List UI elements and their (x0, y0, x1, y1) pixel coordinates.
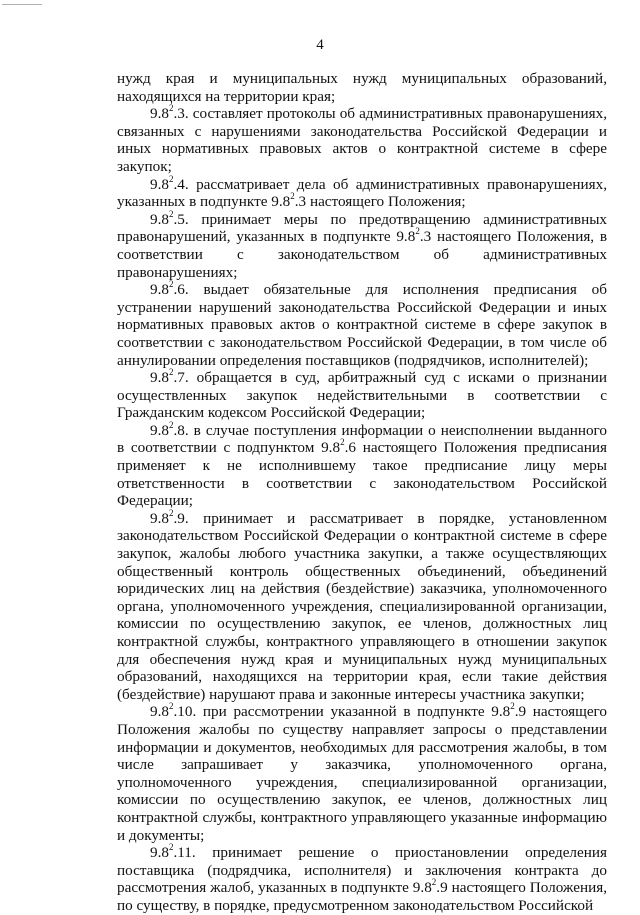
superscript: 2 (168, 367, 174, 378)
text-run: .11. принимает решение о приостановлении определения поставщика (подрядчика, исполнителя) и заключения контракта до рассмотрения жалоб, указанных в подпункте 9.8 (117, 844, 607, 897)
text-run: 9.8 (150, 703, 169, 721)
text-run: .3. составляет протоколы об административных правонарушениях, связанных с нарушениями законодательства Российской Федерации и иных нормативных правовых актов о контрактной системе в сфере закупок; (117, 105, 607, 175)
text-run: .6 настоящего Положения предписания применяет к не исполнившему такое предписание лицу меры ответственности в соответствии с законодательством Российской Федерации; (117, 439, 607, 510)
text-run: .9 настоящего Положения жалобы по существу направляет запросы о представлении информации и документов, необходимых для рассмотрения жалобы, в том числе запрашивает у заказчика, уполномоченного органа, уполномоченного учреждения, специализированной организации, комиссии по осуществлению закупок, ее членов, должностных лиц контрактной службы, контрактного управляющего указанные информацию и документы; (117, 703, 608, 844)
superscript: 2 (168, 842, 174, 853)
paragraph (117, 281, 607, 369)
text-run: 9.8 (150, 369, 169, 387)
text-run: .3 настоящего Положения, в соответствии с законодательством об административных правонарушениях; (117, 228, 607, 281)
paragraph (117, 419, 607, 510)
paragraph (117, 369, 607, 422)
text-run: .4. рассматривает дела об административных правонарушениях, указанных в подпункте 9.8 (117, 175, 607, 211)
superscript: 2 (168, 507, 174, 518)
superscript: 2 (340, 437, 345, 448)
superscript: 2 (168, 173, 174, 184)
text-run: .3 настоящего Положения; (294, 193, 466, 211)
text-run: нужд края и муниципальных нужд муниципальных образований, находящихся на территории края; (117, 70, 607, 105)
text-run: 9.8 (150, 175, 169, 193)
text-run: .9. принимает и рассматривает в порядке, установленном законодательством Российской Федерации о контрактной системе в сфере закупок, жалобы любого участника закупки, а также осуществляющих общественный контроль общественных объединений, объединений юридических лиц на действия (бездействие) заказчика, уполномоченного органа, уполномоченного учреждения, специализированной организации, комиссии по осуществлению закупок, ее членов, должностных лиц контрактной службы, контрактного управляющего в отношении закупок для обеспечения нужд края и муниципальных нужд муниципальных образований, находящихся на территории края, если такие действия (бездействие) нарушают права и законные интересы участника закупки; (117, 509, 607, 703)
paragraph (117, 844, 607, 914)
superscript: 2 (431, 877, 437, 888)
superscript: 2 (168, 103, 174, 114)
text-run: 9.8 (150, 281, 169, 299)
text-run: .6. выдает обязательные для исполнения предписания об устранении нарушений законодательства Российской Федерации и иных нормативных правовых актов о контрактной системе в сфере закупок в соответствии с законодательством Российской Федерации, в том числе об аннулировании определения поставщиков (подрядчиков, исполнителей); (117, 281, 607, 369)
paragraph (117, 70, 607, 105)
paragraph (117, 208, 607, 281)
superscript: 2 (168, 279, 174, 290)
text-run: .7. обращается в суд, арбитражный суд с исками о признании осуществленных закупок недействительными в соответствии с Гражданским кодексом Российской Федерации; (117, 369, 607, 422)
text-run: 9.8 (150, 421, 169, 439)
superscript: 2 (510, 701, 515, 712)
paragraph (117, 105, 607, 175)
text-run: .5. принимает меры по предотвращению административных правонарушений, указанных в подпункте 9.8 (117, 210, 607, 246)
paragraph (117, 703, 607, 844)
paragraph (117, 173, 607, 211)
text-run: 9.8 (150, 509, 169, 527)
document-body (117, 70, 607, 915)
text-run: 9.8 (150, 105, 169, 123)
superscript: 2 (168, 208, 174, 219)
page-number: 4 (316, 37, 324, 53)
text-run: .9 настоящего Положения, по существу, в порядке, предусмотренном законодательством Российской (117, 879, 607, 914)
text-run: .10. при рассмотрении указанной в подпункте 9.8 (173, 703, 511, 721)
superscript: 2 (168, 419, 174, 430)
text-run: 9.8 (150, 210, 169, 228)
superscript: 2 (168, 701, 174, 712)
text-run: 9.8 (150, 844, 169, 862)
superscript: 2 (290, 191, 295, 202)
text-run: .8. в случае поступления информации о неисполнении выданного в соответствии с подпунктом 9.8 (117, 421, 607, 457)
paragraph (117, 507, 607, 704)
superscript: 2 (415, 226, 420, 237)
scan-corner-mark (2, 4, 42, 5)
